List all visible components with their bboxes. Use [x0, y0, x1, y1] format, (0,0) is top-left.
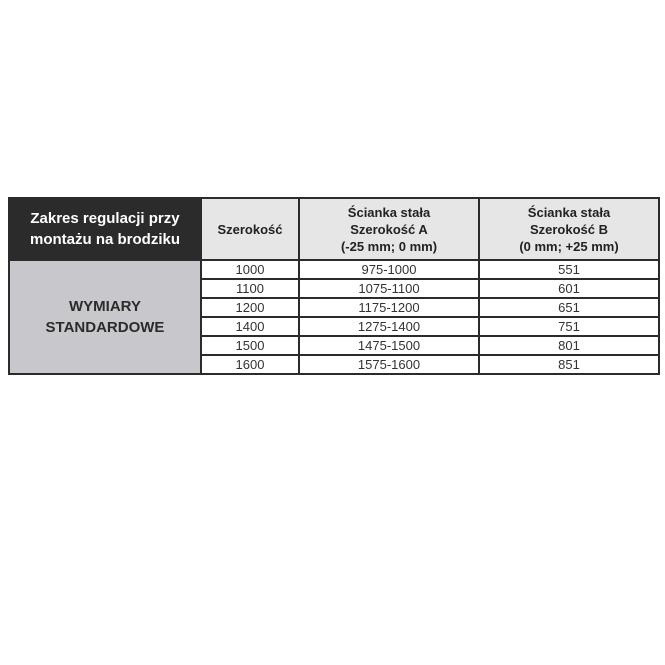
width-cell: 1400 — [201, 317, 299, 336]
standard-dimensions-label — [9, 260, 201, 374]
table-header-row — [9, 198, 659, 260]
column-header-wall-a-line-3: (-25 mm; 0 mm) — [340, 238, 438, 254]
column-header-wall-a — [299, 198, 479, 260]
group-label-line-2: STANDARDOWE — [45, 319, 165, 336]
wall-b-cell: 651 — [479, 298, 659, 317]
column-header-width — [201, 198, 299, 260]
column-header-wall-a-line-1: Ścianka stała — [347, 204, 431, 220]
width-cell: 1100 — [201, 279, 299, 298]
wall-b-cell: 801 — [479, 336, 659, 355]
column-header-wall-b-line-2: Szerokość B — [529, 221, 609, 237]
dimensions-table — [8, 197, 660, 375]
wall-b-cell: 851 — [479, 355, 659, 374]
table-row — [9, 260, 659, 279]
wall-b-cell: 601 — [479, 279, 659, 298]
wall-a-cell: 975-1000 — [299, 260, 479, 279]
column-header-wall-b-line-3: (0 mm; +25 mm) — [519, 238, 619, 254]
width-cell: 1600 — [201, 355, 299, 374]
column-header-wall-b — [479, 198, 659, 260]
wall-a-cell: 1575-1600 — [299, 355, 479, 374]
column-header-width-label: Szerokość — [217, 221, 283, 237]
corner-header-line-1: Zakres regulacji przy — [30, 210, 180, 227]
wall-a-cell: 1475-1500 — [299, 336, 479, 355]
corner-header — [9, 198, 201, 260]
width-cell: 1000 — [201, 260, 299, 279]
width-cell: 1500 — [201, 336, 299, 355]
wall-a-cell: 1275-1400 — [299, 317, 479, 336]
wall-b-cell: 751 — [479, 317, 659, 336]
column-header-wall-b-line-1: Ścianka stała — [527, 204, 611, 220]
wall-a-cell: 1075-1100 — [299, 279, 479, 298]
column-header-wall-a-line-2: Szerokość A — [350, 221, 428, 237]
wall-a-cell: 1175-1200 — [299, 298, 479, 317]
group-label-line-1: WYMIARY — [69, 298, 141, 315]
wall-b-cell: 551 — [479, 260, 659, 279]
width-cell: 1200 — [201, 298, 299, 317]
corner-header-line-2: montażu na brodziku — [30, 231, 180, 248]
